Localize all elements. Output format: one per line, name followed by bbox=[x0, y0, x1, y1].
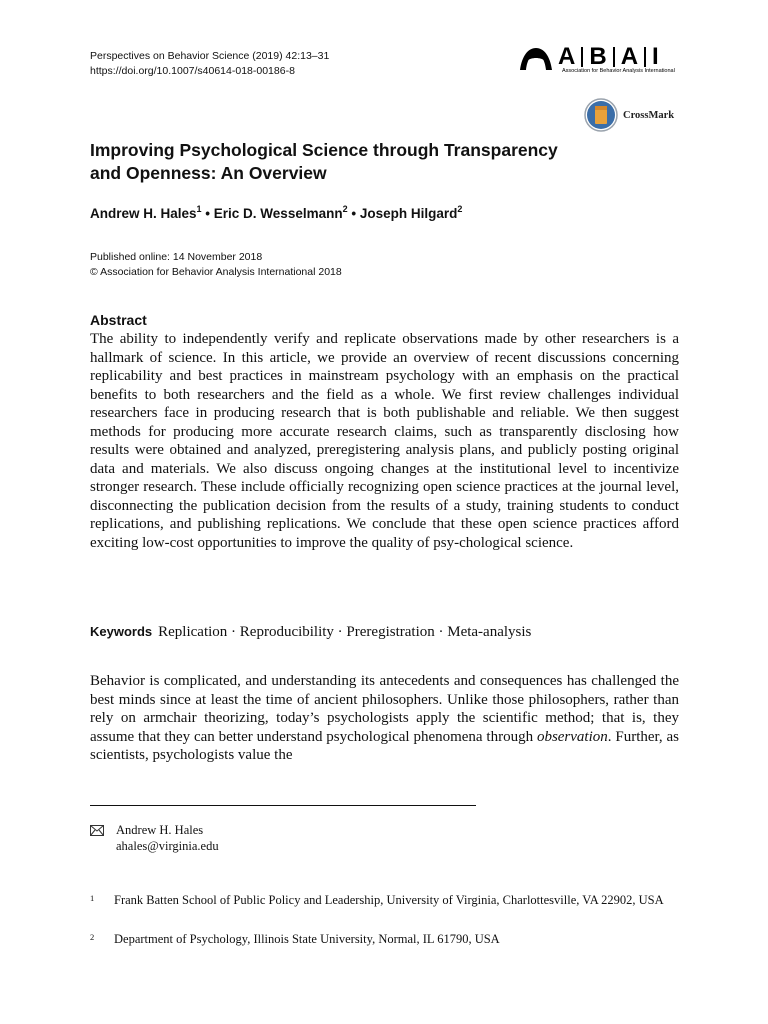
intro-emphasis: observation bbox=[536, 728, 608, 745]
keywords-label: Keywords bbox=[90, 624, 153, 639]
abstract-text: The ability to independently verify and replicate observations made by other researchers is a hallmark of science. In this article, we provide an overview of recent discussions concerning replicability and best practices in mainstream psychology with an emphasis on the practical benefits to both researchers and the field as a whole. We first review challenges individual researchers face in producing research that is both publishable and reliable. We then suggest methods for producing more accurate research claims, such as transparently disclosing how results were obtained and analyzed, preregistering analysis plans, and publicly posting original data and materials. We also discuss ongoing changes at the institutional level to incentivize stronger research. These include officially recognizing open science practices at the journal level, disconnecting the publication decision from the results of a study, training students to conduct replications, and publishing replications. We conclude that these open science practices afford exciting low-cost opportunities to improve the quality of psy-chological science. bbox=[90, 331, 679, 551]
author-separator: • bbox=[201, 206, 214, 221]
abai-letter: A bbox=[620, 43, 639, 70]
abai-letter: I bbox=[652, 43, 659, 70]
author-name[interactable]: Andrew H. Hales bbox=[90, 206, 197, 221]
crossmark-icon bbox=[584, 98, 618, 132]
title-line: Improving Psychological Science through Transparency bbox=[90, 140, 558, 160]
crossmark-badge[interactable] bbox=[584, 98, 684, 132]
title-line: and Openness: An Overview bbox=[90, 163, 327, 183]
article-title bbox=[90, 139, 630, 185]
abai-letter: B bbox=[589, 43, 607, 70]
intro-text: Behavior is complicated, and understanding its antecedents and consequences has challenged the best minds since at least the time of ancient philosophers. Unlike those philosophers, rather than rely on armchair theorizing, today’s psychologists apply the scientific method; that is, they assume that they can better understand psychological phenomena through bbox=[90, 673, 679, 745]
intro-paragraph bbox=[90, 672, 679, 765]
correspondence-email[interactable]: ahales@virginia.edu bbox=[116, 838, 219, 853]
abai-subtitle: Association for Behavior Analysis International bbox=[562, 68, 675, 74]
correspondence-name: Andrew H. Hales bbox=[116, 823, 204, 837]
footnote-divider bbox=[90, 805, 476, 806]
abai-logo bbox=[518, 44, 678, 78]
abai-letter: A bbox=[558, 43, 576, 70]
author-affiliation-mark: 1 bbox=[196, 204, 202, 214]
doi-link[interactable]: https://doi.org/10.1007/s40614-018-00186-8 bbox=[90, 65, 295, 77]
intro-text-end: . Further, as scientists, psychologists value the bbox=[90, 728, 679, 763]
journal-citation: Perspectives on Behavior Science (2019) 42:13–31 bbox=[90, 50, 330, 62]
copyright-notice: © Association for Behavior Analysis International 2018 bbox=[90, 266, 342, 278]
published-date: Published online: 14 November 2018 bbox=[90, 251, 263, 263]
author-name[interactable]: Eric D. Wesselmann bbox=[213, 206, 343, 221]
author-separator: • bbox=[347, 206, 360, 221]
author-name[interactable]: Joseph Hilgard bbox=[359, 206, 458, 221]
affiliation-number: 2 bbox=[90, 932, 95, 942]
abstract-heading: Abstract bbox=[90, 312, 147, 328]
author-list bbox=[90, 206, 462, 221]
keywords-list: Replication · Reproducibility · Preregistration · Meta-analysis bbox=[158, 624, 532, 640]
publication-info bbox=[90, 250, 342, 280]
author-affiliation-mark: 2 bbox=[342, 204, 348, 214]
affiliation-number: 1 bbox=[90, 893, 95, 903]
affiliation-text: Department of Psychology, Illinois State University, Normal, IL 61790, USA bbox=[114, 932, 500, 946]
keywords bbox=[90, 624, 531, 641]
author-affiliation-mark: 2 bbox=[457, 204, 463, 214]
crossmark-label: CrossMark bbox=[623, 109, 675, 121]
envelope-icon bbox=[90, 825, 104, 836]
abai-letters bbox=[558, 44, 659, 70]
affiliation-text: Frank Batten School of Public Policy and Leadership, University of Virginia, Charlottesville, VA 22902, USA bbox=[114, 893, 664, 907]
abai-emblem-icon bbox=[518, 44, 554, 74]
